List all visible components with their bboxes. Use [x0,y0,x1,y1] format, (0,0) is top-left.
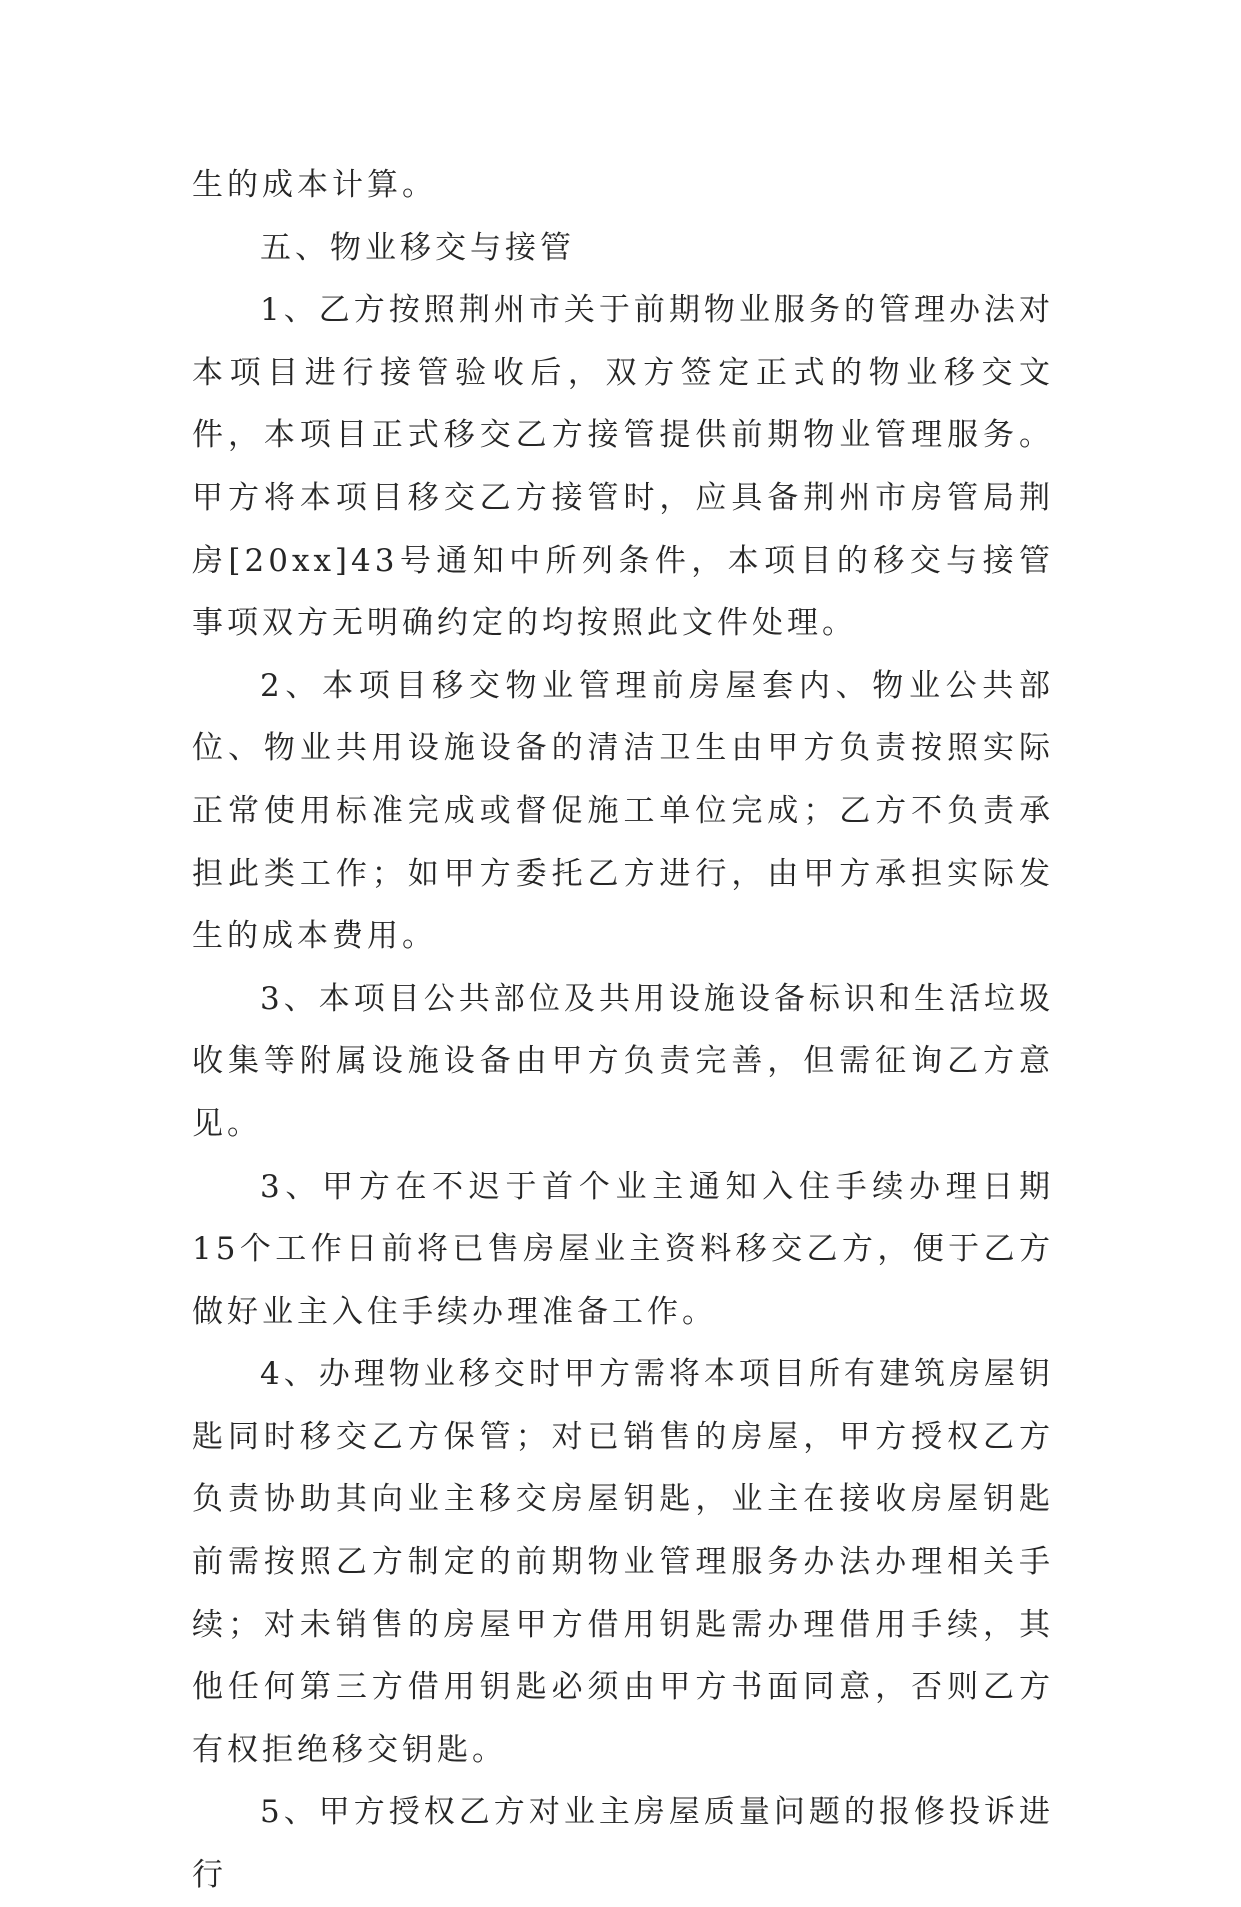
clause-3b-paragraph: 3、甲方在不迟于首个业主通知入住手续办理日期15个工作日前将已售房屋业主资料移交乙方，便于乙方做好业主入住手续办理准备工作。 [192,1168,1054,1330]
paragraph-continuation: 生的成本计算。 [192,167,437,203]
clause-1-paragraph: 1、乙方按照荆州市关于前期物业服务的管理办法对本项目进行接管验收后，双方签定正式的物业移交文件，本项目正式移交乙方接管提供前期物业管理服务。甲方将本项目移交乙方接管时，应具备荆州市房管局荆房[20xx]43号通知中所列条件，本项目的移交与接管事项双方无明确约定的均按照此文件处理。 [192,292,1054,642]
clause-5-paragraph: 5、甲方授权乙方对业主房屋质量问题的报修投诉进行 [192,1794,1054,1894]
clause-4-paragraph: 4、办理物业移交时甲方需将本项目所有建筑房屋钥匙同时移交乙方保管；对已销售的房屋，甲方授权乙方负责协助其向业主移交房屋钥匙，业主在接收房屋钥匙前需按照乙方制定的前期物业管理服务办法办理相关手续；对未销售的房屋甲方借用钥匙需办理借用手续，其他任何第三方借用钥匙必须由甲方书面同意，否则乙方有权拒绝移交钥匙。 [192,1356,1054,1768]
clause-3a-paragraph: 3、本项目公共部位及共用设施设备标识和生活垃圾收集等附属设施设备由甲方负责完善，但需征询乙方意见。 [192,980,1054,1142]
section-heading: 五、物业移交与接管 [260,229,575,266]
document-body [192,154,1054,1907]
clause-2-paragraph: 2、本项目移交物业管理前房屋套内、物业公共部位、物业共用设施设备的清洁卫生由甲方负责按照实际正常使用标准完成或督促施工单位完成；乙方不负责承担此类工作；如甲方委托乙方进行，由甲方承担实际发生的成本费用。 [192,667,1054,955]
